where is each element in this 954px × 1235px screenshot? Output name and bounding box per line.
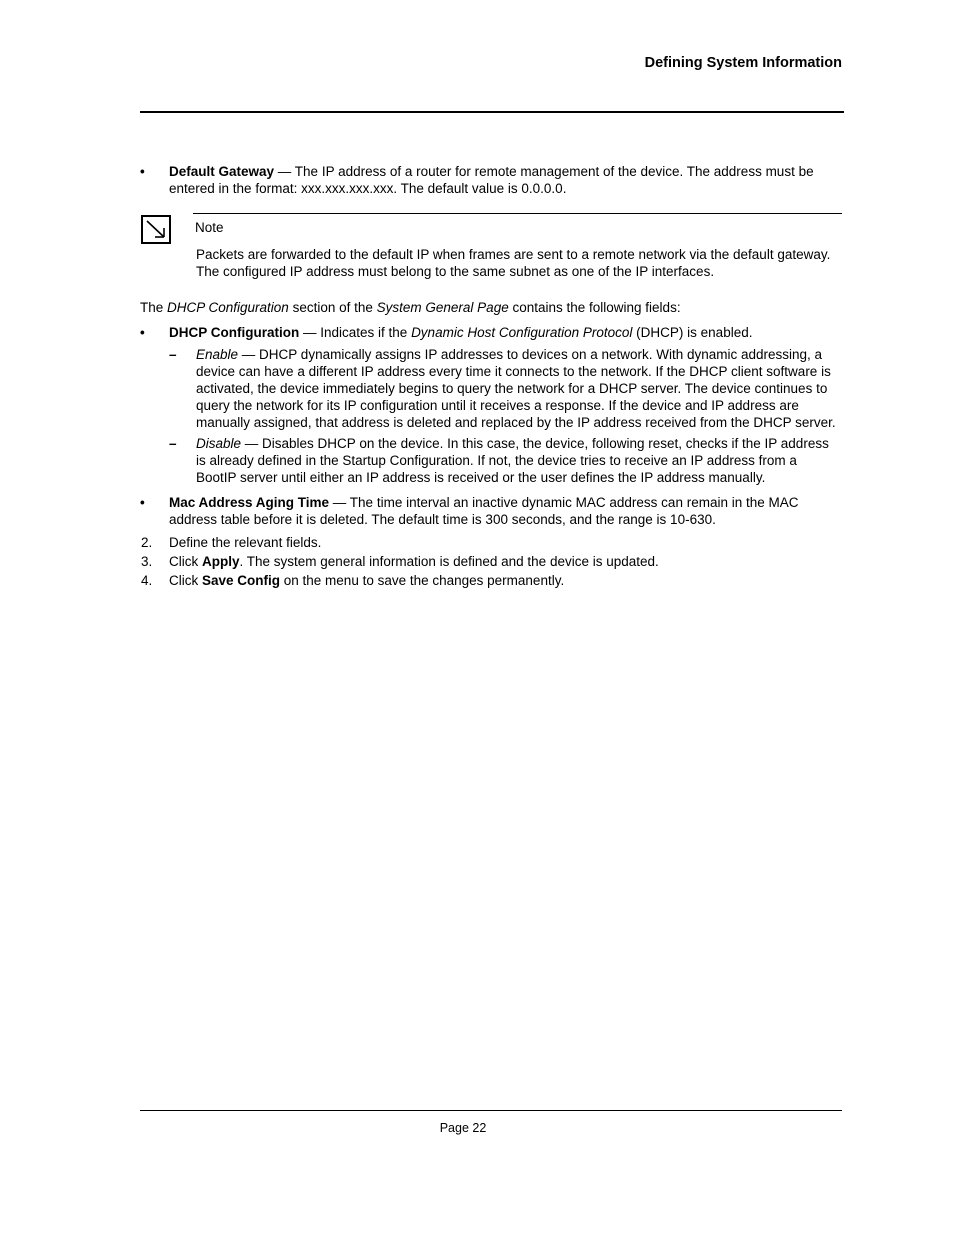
step-number: 3. — [141, 554, 153, 569]
default-gateway-item — [140, 163, 840, 197]
dhcp-enable-item — [140, 346, 840, 431]
step-text: Define the relevant fields. — [169, 535, 322, 550]
dhcp-text: — Indicates if the — [299, 325, 412, 340]
dhcp-protocol-name: Dynamic Host Configuration Protocol — [411, 325, 633, 340]
page-header-title: Defining System Information — [644, 55, 842, 71]
dash-mark: – — [169, 347, 177, 362]
note-block — [140, 213, 840, 293]
footer-divider — [140, 1110, 842, 1111]
dhcp-enable-description: — DHCP dynamically assigns IP addresses to devices on a network. With dynamic addressing, a device can have a different IP address every time it connects to the network. If the DHCP client software is activated, the device immediately begins to query the network for a DHCP server. The device continues to query the network for its IP configuration until it receives a response. If the device and IP address are manually assigned, that address is deleted and replaced by the IP address received from the DHCP server. — [196, 347, 836, 430]
save-config-command: Save Config — [202, 573, 281, 588]
note-arrow-icon — [141, 215, 171, 244]
intro-text: The — [140, 300, 168, 315]
step-number: 2. — [141, 535, 153, 550]
apply-command: Apply — [202, 554, 240, 569]
dhcp-disable-description: — Disables DHCP on the device. In this case, the device, following reset, checks if the IP address is already defined in the Startup Configuration. If not, the device tries to receive an IP address from a BootIP server until either an IP address is received or the user defines the IP address manually. — [196, 436, 829, 485]
step-3 — [140, 553, 840, 570]
note-label: Note — [195, 220, 224, 235]
bullet-mark: • — [140, 325, 145, 340]
dhcp-disable-term: Disable — [196, 436, 242, 451]
step-number: 4. — [141, 573, 153, 588]
intro-text: contains the following fields: — [508, 300, 681, 315]
mac-aging-term: Mac Address Aging Time — [169, 495, 330, 510]
step-text: Click — [169, 554, 202, 569]
step-text: on the menu to save the changes permanently. — [280, 573, 565, 588]
step-2 — [140, 534, 840, 551]
dhcp-enable-term: Enable — [196, 347, 239, 362]
bullet-mark: • — [140, 495, 145, 510]
mac-aging-description: — The time interval an inactive dynamic MAC address can remain in the MAC address table before it is deleted. The default time is 300 seconds, and the range is 10-630. — [169, 495, 799, 527]
step-text: Click — [169, 573, 202, 588]
note-divider — [193, 213, 842, 214]
dhcp-text: (DHCP) is enabled. — [632, 325, 753, 340]
dash-mark: – — [169, 436, 177, 451]
intro-dhcp-config-ref: DHCP Configuration — [167, 300, 289, 315]
dhcp-configuration-item — [140, 324, 840, 341]
intro-text: section of the — [288, 300, 377, 315]
mac-aging-item — [140, 494, 840, 528]
dhcp-disable-item — [140, 435, 840, 486]
default-gateway-term: Default Gateway — [169, 164, 275, 179]
bullet-mark: • — [140, 164, 145, 179]
step-text: . The system general information is defined and the device is updated. — [239, 554, 659, 569]
page-content — [140, 163, 840, 589]
header-divider — [140, 111, 844, 113]
dhcp-configuration-term: DHCP Configuration — [169, 325, 300, 340]
intro-system-general-page-ref: System General Page — [376, 300, 509, 315]
note-text: Packets are forwarded to the default IP when frames are sent to a remote network via the default gateway. The configured IP address must belong to the same subnet as one of the IP interfaces. — [196, 247, 831, 279]
step-4 — [140, 572, 840, 589]
dhcp-intro-paragraph — [140, 299, 840, 316]
page-number: Page 22 — [439, 1121, 487, 1135]
default-gateway-description: — The IP address of a router for remote management of the device. The address must be entered in the format: xxx.xxx.xxx.xxx. The default value is 0.0.0.0. — [169, 164, 814, 196]
